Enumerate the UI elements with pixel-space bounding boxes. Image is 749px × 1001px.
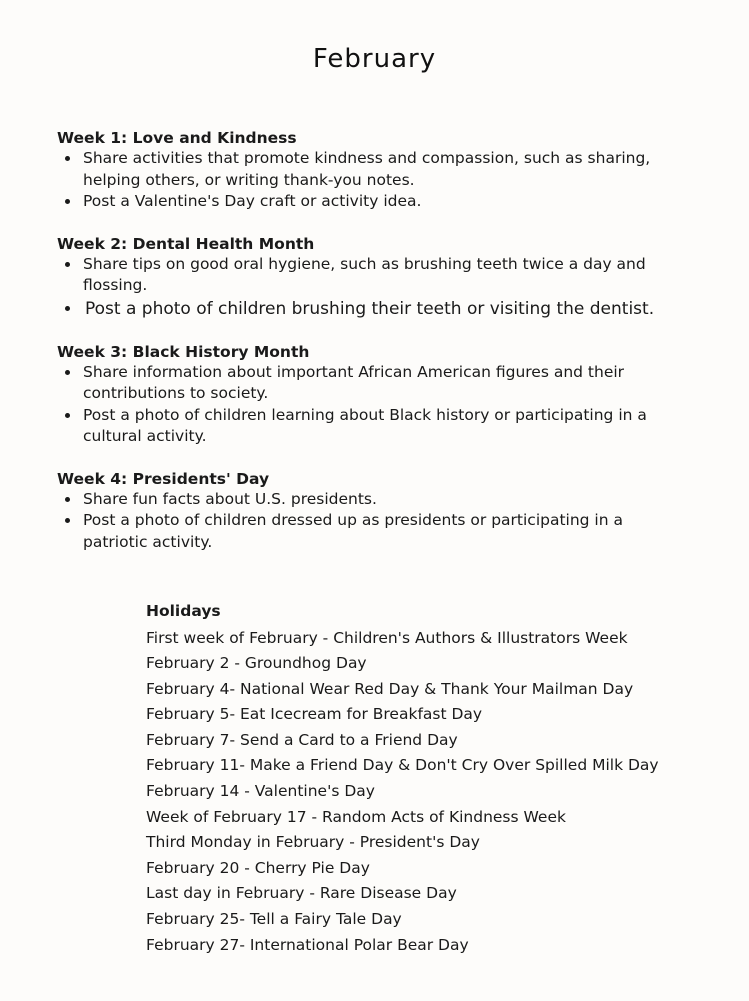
holiday-item: First week of February - Children's Authors & Illustrators Week <box>146 628 628 647</box>
weekly-plan <box>57 128 677 574</box>
holiday-item: February 27- International Polar Bear Day <box>146 935 469 954</box>
holiday-item: February 25- Tell a Fairy Tale Day <box>146 910 402 929</box>
week-2-item-2: Post a photo of children brushing their teeth or visiting the dentist. <box>57 297 677 321</box>
holidays-heading: Holidays <box>146 602 221 620</box>
holidays-section <box>146 600 736 958</box>
holiday-item: February 20 - Cherry Pie Day <box>146 858 370 877</box>
week-3-section <box>57 342 677 448</box>
holiday-item: Third Monday in February - President's Day <box>146 833 480 852</box>
week-2-heading: Week 2: Dental Health Month <box>57 234 315 253</box>
week-3-item-2: Post a photo of children learning about Black history or participating in a cultural activity. <box>57 405 677 448</box>
holiday-item: Last day in February - Rare Disease Day <box>146 884 457 903</box>
week-2-section <box>57 234 677 321</box>
week-3-list <box>57 362 677 448</box>
holiday-item: February 14 - Valentine's Day <box>146 782 375 801</box>
week-4-section <box>57 469 677 554</box>
week-3-item-1: Share information about important African American figures and their contributions to society. <box>57 362 677 405</box>
week-1-item-1: Share activities that promote kindness and compassion, such as sharing, helping others, or writing thank-you notes. <box>57 148 677 191</box>
week-1-list <box>57 148 677 213</box>
week-4-heading: Week 4: Presidents' Day <box>57 469 270 488</box>
week-1-item-2: Post a Valentine's Day craft or activity idea. <box>57 191 677 213</box>
week-1-heading: Week 1: Love and Kindness <box>57 129 297 147</box>
holiday-item: February 2 - Groundhog Day <box>146 654 367 673</box>
week-4-item-1: Share fun facts about U.S. presidents. <box>57 489 677 511</box>
holiday-item: February 4- National Wear Red Day & Thank Your Mailman Day <box>146 679 634 698</box>
week-2-item-1: Share tips on good oral hygiene, such as brushing teeth twice a day and flossing. <box>57 254 677 297</box>
week-1-section <box>57 128 677 213</box>
holiday-item: February 7- Send a Card to a Friend Day <box>146 730 458 749</box>
holidays-list <box>146 626 736 959</box>
page-title: February <box>312 44 437 74</box>
holiday-item: February 5- Eat Icecream for Breakfast Day <box>146 705 483 724</box>
week-2-list <box>57 254 677 321</box>
week-4-list <box>57 489 677 554</box>
week-3-heading: Week 3: Black History Month <box>57 342 310 361</box>
holiday-item: Week of February 17 - Random Acts of Kindness Week <box>146 807 566 826</box>
holiday-item: February 11- Make a Friend Day & Don't Cry Over Spilled Milk Day <box>146 756 659 775</box>
week-4-item-2: Post a photo of children dressed up as presidents or participating in a patriotic activity. <box>57 510 677 553</box>
